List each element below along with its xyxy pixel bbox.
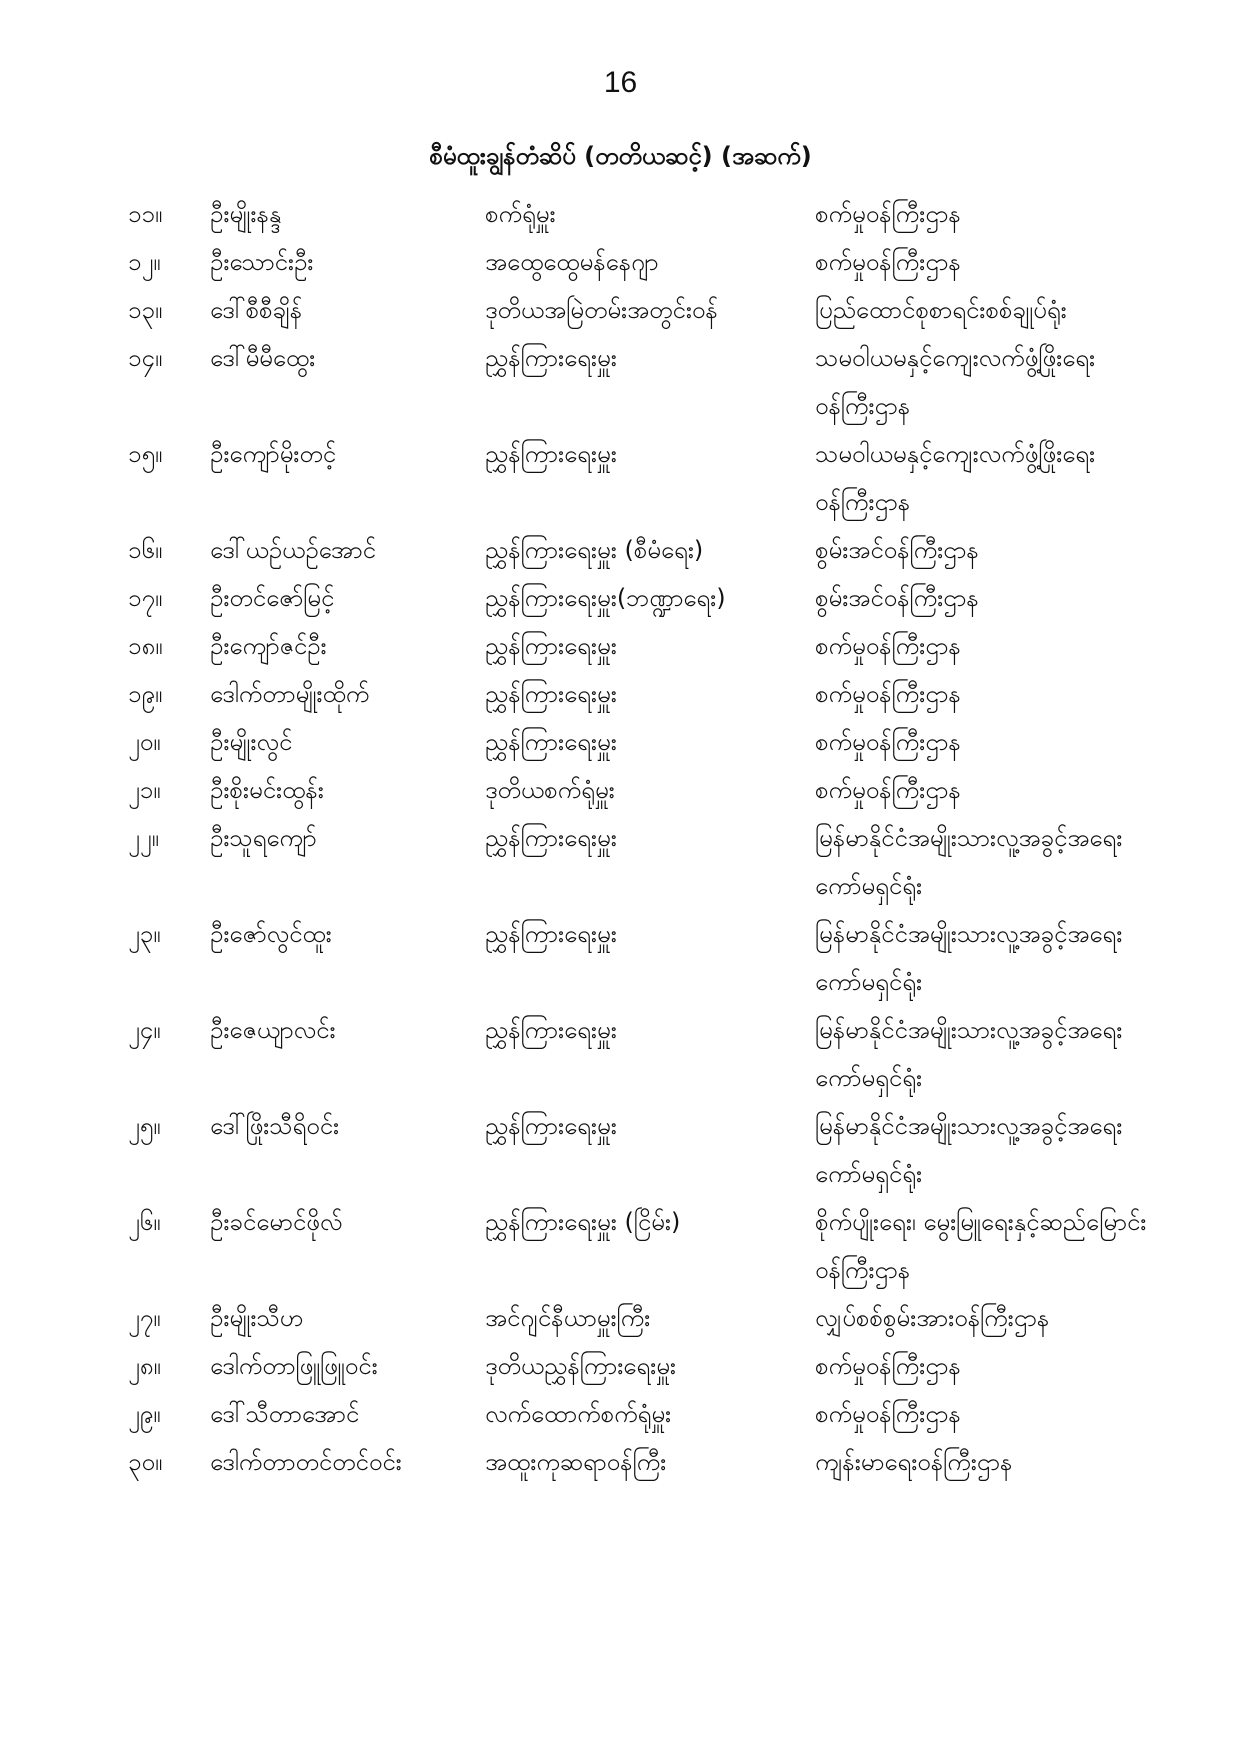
department-line: ဝန်ကြီးဌာန — [815, 392, 911, 420]
row-number: ၃၀။ — [128, 1448, 163, 1476]
table-row — [0, 910, 1241, 1006]
recipient-name: ဒေါ်ယဉ်ယဉ်အောင် — [210, 536, 376, 564]
row-number: ၁၇။ — [128, 584, 163, 612]
department-line: ကော်မရှင်ရုံး — [815, 1160, 923, 1188]
department-line: စက်မှုဝန်ကြီးဌာန — [815, 776, 961, 804]
recipient-name: ဒေါ်မီမီထွေး — [210, 344, 316, 372]
table-row — [0, 622, 1241, 670]
department-line: စက်မှုဝန်ကြီးဌာန — [815, 200, 961, 228]
recipient-name: ဦးဇော်လွင်ထူး — [210, 920, 332, 948]
department-line: ကော်မရှင်ရုံး — [815, 872, 923, 900]
recipient-name: ဦးမျိုးနန္ဒ — [210, 200, 282, 228]
department-line: စက်မှုဝန်ကြီးဌာန — [815, 680, 961, 708]
recipient-department — [815, 1006, 1215, 1102]
recipient-name: ဒေါ်သီတာအောင် — [210, 1400, 360, 1428]
recipient-name: ဒေါက်တာဖြူဖြူဝင်း — [210, 1352, 378, 1380]
table-row — [0, 286, 1241, 334]
table-row — [0, 1294, 1241, 1342]
department-line: ကျန်းမာရေးဝန်ကြီးဌာန — [815, 1448, 1013, 1476]
recipient-department — [815, 334, 1215, 430]
row-number: ၁၈။ — [128, 632, 163, 660]
row-number: ၂၄။ — [128, 1016, 161, 1044]
recipient-position: ညွှန်ကြားရေးမှူး(ဘဏ္ဍာရေး) — [485, 584, 726, 612]
row-number: ၁၆။ — [128, 536, 163, 564]
department-line: စွမ်းအင်ဝန်ကြီးဌာန — [815, 536, 979, 564]
recipient-department — [815, 286, 1215, 334]
recipient-department — [815, 814, 1215, 910]
recipient-department — [815, 718, 1215, 766]
row-number: ၁၁။ — [128, 200, 163, 228]
recipient-position: ညွှန်ကြားရေးမှူး — [485, 1112, 617, 1140]
row-number: ၂၅။ — [128, 1112, 161, 1140]
recipient-position: အထူးကုဆရာဝန်ကြီး — [485, 1448, 667, 1476]
recipient-department — [815, 238, 1215, 286]
row-number: ၂၇။ — [128, 1304, 161, 1332]
recipient-name: ဦးသောင်းဦး — [210, 248, 314, 276]
department-line: ပြည်ထောင်စုစာရင်းစစ်ချုပ်ရုံး — [815, 296, 1067, 324]
recipient-name: ဦးသူရကျော် — [210, 824, 317, 852]
department-line: မြန်မာနိုင်ငံအမျိုးသားလူ့အခွင့်အရေး — [815, 1112, 1123, 1140]
row-number: ၂၂။ — [128, 824, 159, 852]
row-number: ၁၂။ — [128, 248, 161, 276]
recipient-position: လက်ထောက်စက်ရုံမှူး — [485, 1400, 672, 1428]
department-line: ကော်မရှင်ရုံး — [815, 1064, 923, 1092]
recipient-department — [815, 670, 1215, 718]
table-row — [0, 1198, 1241, 1294]
recipient-position: အထွေထွေမန်နေဂျာ — [485, 248, 659, 276]
table-row — [0, 1342, 1241, 1390]
row-number: ၁၄။ — [128, 344, 163, 372]
recipient-department — [815, 1198, 1215, 1294]
row-number: ၂၃။ — [128, 920, 161, 948]
table-row — [0, 190, 1241, 238]
recipient-position: ဒုတိယစက်ရုံမှူး — [485, 776, 615, 804]
recipient-position: ညွှန်ကြားရေးမှူး — [485, 344, 617, 372]
recipient-name: ဦးမျိုးသီဟ — [210, 1304, 304, 1332]
recipient-name: ဒေါ်စီစီချိန် — [210, 296, 303, 324]
recipient-name: ဦးတင်ဇော်မြင့် — [210, 584, 335, 612]
recipient-department — [815, 574, 1215, 622]
department-line: မြန်မာနိုင်ငံအမျိုးသားလူ့အခွင့်အရေး — [815, 824, 1123, 852]
department-line: မြန်မာနိုင်ငံအမျိုးသားလူ့အခွင့်အရေး — [815, 920, 1123, 948]
department-line: စက်မှုဝန်ကြီးဌာန — [815, 728, 961, 756]
department-line: စိုက်ပျိုးရေး၊ မွေးမြူရေးနှင့်ဆည်မြောင်း — [815, 1208, 1147, 1236]
recipient-position: ဒုတိယအမြဲတမ်းအတွင်းဝန် — [485, 296, 718, 324]
table-row — [0, 1390, 1241, 1438]
recipient-name: ဦးခင်မောင်ဖိုလ် — [210, 1208, 343, 1236]
department-line: စက်မှုဝန်ကြီးဌာန — [815, 632, 961, 660]
recipient-position: ဒုတိယညွှန်ကြားရေးမှူး — [485, 1352, 676, 1380]
table-row — [0, 526, 1241, 574]
recipient-position: စက်ရုံမှူး — [485, 200, 556, 228]
department-line: သမဝါယမနှင့်ကျေးလက်ဖွံ့ဖြိုးရေး — [815, 344, 1096, 372]
recipient-name: ဦးမျိုးလွင် — [210, 728, 293, 756]
recipient-position: ညွှန်ကြားရေးမှူး — [485, 680, 617, 708]
table-row — [0, 430, 1241, 526]
page-number: 16 — [603, 66, 638, 99]
recipient-department — [815, 622, 1215, 670]
department-line: မြန်မာနိုင်ငံအမျိုးသားလူ့အခွင့်အရေး — [815, 1016, 1123, 1044]
department-line: စက်မှုဝန်ကြီးဌာန — [815, 248, 961, 276]
recipient-name: ဦးကျော်ဇင်ဦး — [210, 632, 327, 660]
recipient-position: ညွှန်ကြားရေးမှူး (စီမံရေး) — [485, 536, 704, 564]
department-line: ဝန်ကြီးဌာန — [815, 1256, 911, 1284]
table-row — [0, 334, 1241, 430]
recipient-department — [815, 766, 1215, 814]
row-number: ၂၀။ — [128, 728, 161, 756]
department-line: စက်မှုဝန်ကြီးဌာန — [815, 1352, 961, 1380]
recipient-name: ဦးစိုးမင်းထွန်း — [210, 776, 324, 804]
table-row — [0, 574, 1241, 622]
recipient-position: အင်ဂျင်နီယာမှူးကြီး — [485, 1304, 651, 1332]
department-line: သမဝါယမနှင့်ကျေးလက်ဖွံ့ဖြိုးရေး — [815, 440, 1096, 468]
row-number: ၁၃။ — [128, 296, 163, 324]
recipient-department — [815, 1294, 1215, 1342]
table-row — [0, 1006, 1241, 1102]
recipient-position: ညွှန်ကြားရေးမှူး — [485, 920, 617, 948]
document-title: စီမံထူးချွန်တံဆိပ် (တတိယဆင့်) (အဆက်) — [429, 142, 812, 170]
table-row — [0, 718, 1241, 766]
recipient-department — [815, 1342, 1215, 1390]
recipient-department — [815, 526, 1215, 574]
table-row — [0, 670, 1241, 718]
recipient-position: ညွှန်ကြားရေးမှူး — [485, 1016, 617, 1044]
department-line: ကော်မရှင်ရုံး — [815, 968, 923, 996]
department-line: စွမ်းအင်ဝန်ကြီးဌာန — [815, 584, 979, 612]
recipient-name: ဒေါက်တာတင်တင်ဝင်း — [210, 1448, 402, 1476]
recipient-department — [815, 1390, 1215, 1438]
row-number: ၂၆။ — [128, 1208, 161, 1236]
recipient-position: ညွှန်ကြားရေးမှူး — [485, 632, 617, 660]
row-number: ၂၁။ — [128, 776, 161, 804]
department-line: ဝန်ကြီးဌာန — [815, 488, 911, 516]
row-number: ၂၈။ — [128, 1352, 161, 1380]
recipient-department — [815, 430, 1215, 526]
recipient-name: ဒေါ်ဖြိုးသီရိဝင်း — [210, 1112, 340, 1140]
row-number: ၂၉။ — [128, 1400, 161, 1428]
recipient-name: ဦးကျော်မိုးတင့် — [210, 440, 337, 468]
department-line: စက်မှုဝန်ကြီးဌာန — [815, 1400, 961, 1428]
recipient-department — [815, 190, 1215, 238]
table-row — [0, 766, 1241, 814]
recipient-department — [815, 1102, 1215, 1198]
row-number: ၁၅။ — [128, 440, 163, 468]
recipient-name: ဦးဇေယျာလင်း — [210, 1016, 336, 1044]
table-row — [0, 814, 1241, 910]
recipient-position: ညွှန်ကြားရေးမှူး — [485, 440, 617, 468]
recipient-position: ညွှန်ကြားရေးမှူး (ငြိမ်း) — [485, 1208, 681, 1236]
department-line: လျှပ်စစ်စွမ်းအားဝန်ကြီးဌာန — [815, 1304, 1050, 1332]
row-number: ၁၉။ — [128, 680, 163, 708]
recipient-name: ဒေါက်တာမျိုးထိုက် — [210, 680, 370, 708]
table-row — [0, 1438, 1241, 1486]
table-row — [0, 1102, 1241, 1198]
recipient-position: ညွှန်ကြားရေးမှူး — [485, 728, 617, 756]
recipient-department — [815, 1438, 1215, 1486]
recipient-position: ညွှန်ကြားရေးမှူး — [485, 824, 617, 852]
recipient-department — [815, 910, 1215, 1006]
table-row — [0, 238, 1241, 286]
award-list-table — [0, 190, 1241, 1486]
